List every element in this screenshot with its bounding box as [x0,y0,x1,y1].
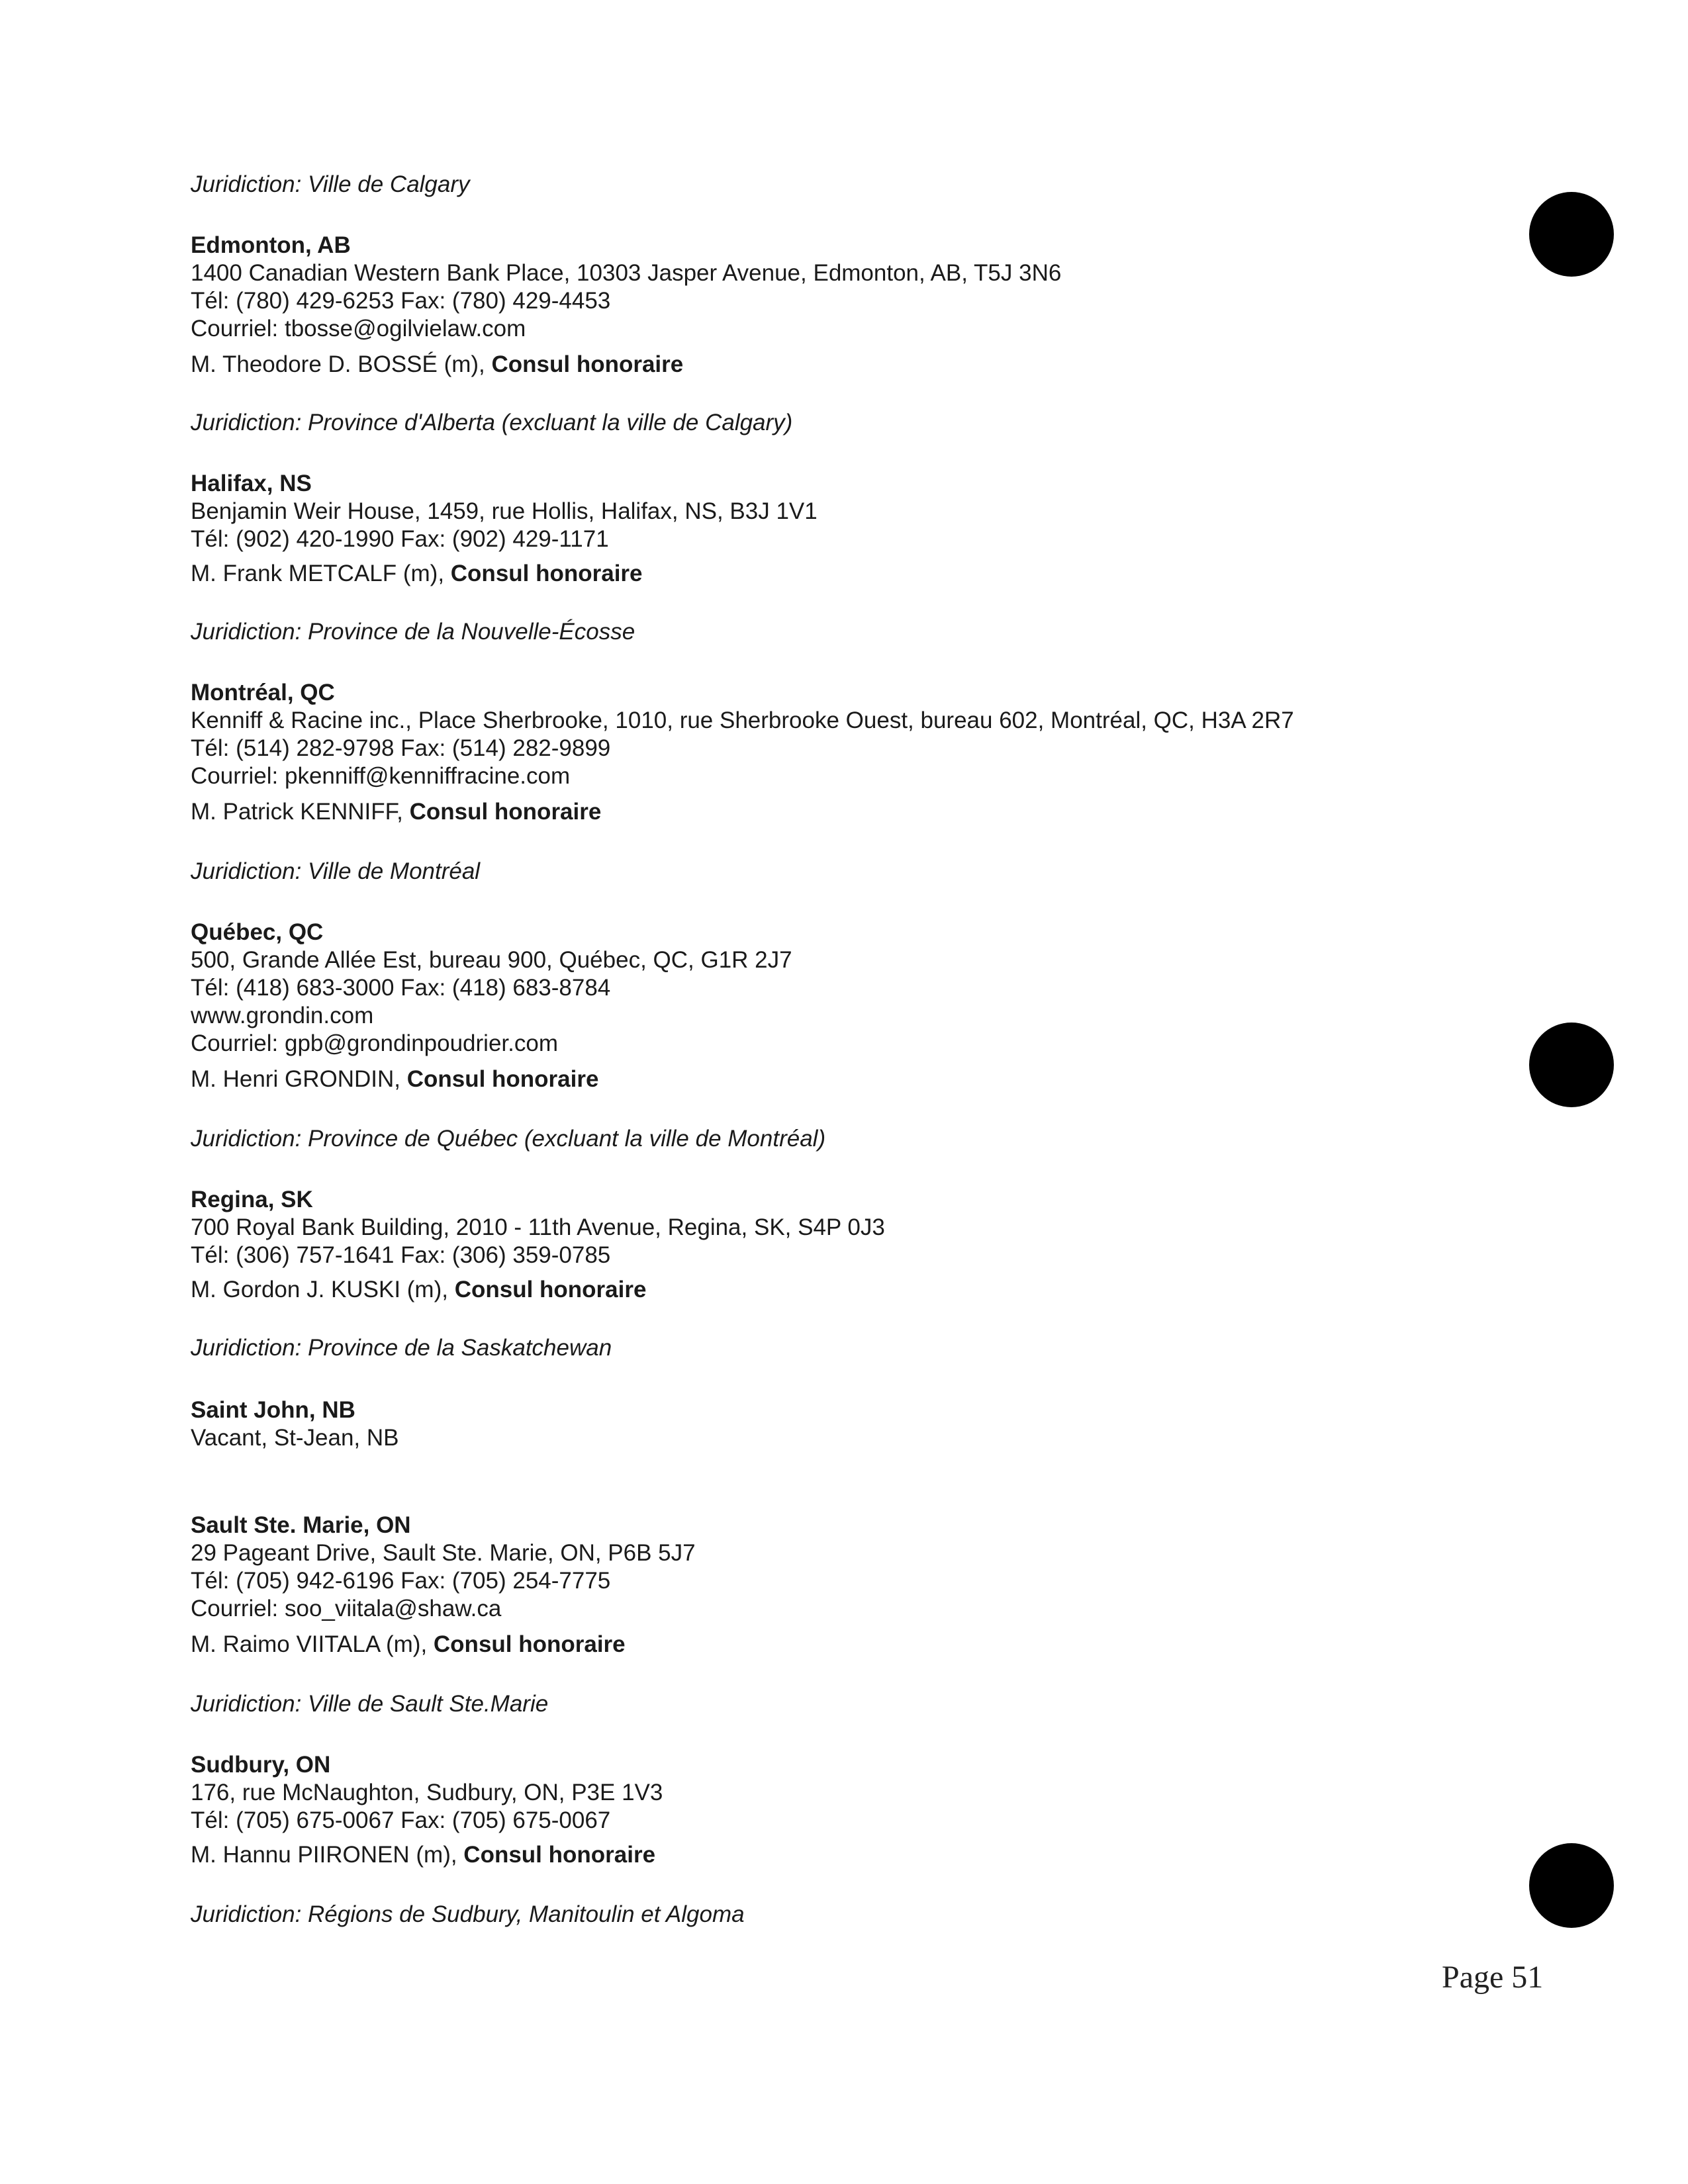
city-heading: Montréal, QC [191,680,335,705]
jurisdiction-line [191,1690,548,1718]
jurisdiction-text: Régions de Sudbury, Manitoulin et Algoma [308,1901,745,1927]
jurisdiction-text: Province de Québec (excluant la ville de Montréal) [308,1126,826,1152]
email-line: Courriel: pkenniff@kenniffracine.com [191,763,571,789]
jurisdiction-text: Ville de Montréal [308,858,481,884]
jurisdiction-prefix: Juridiction: [191,619,302,645]
jurisdiction-line [191,1901,745,1929]
phone-line: Tél: (418) 683-3000 Fax: (418) 683-8784 [191,975,611,1001]
email-line: Courriel: tbosse@ogilvielaw.com [191,316,526,341]
address-line: Benjamin Weir House, 1459, rue Hollis, Halifax, NS, B3J 1V1 [191,498,818,524]
city-heading: Edmonton, AB [191,232,351,258]
jurisdiction-line [191,171,470,199]
contact-line [191,1276,646,1304]
jurisdiction-line [191,618,635,646]
contact-name: M. Patrick KENNIFF, [191,799,410,825]
contact-line [191,798,601,826]
email-line: Courriel: soo_viitala@shaw.ca [191,1596,502,1621]
page-number: Page 51 [1442,1960,1544,1995]
jurisdiction-prefix: Juridiction: [191,1335,302,1361]
contact-title: Consul honoraire [409,799,602,825]
jurisdiction-prefix: Juridiction: [191,858,302,884]
jurisdiction-prefix: Juridiction: [191,1126,302,1152]
website-line: www.grondin.com [191,1003,374,1028]
contact-title: Consul honoraire [491,351,684,377]
contact-line [191,1066,598,1093]
contact-title: Consul honoraire [433,1631,626,1657]
phone-line: Tél: (780) 429-6253 Fax: (780) 429-4453 [191,288,611,314]
address-line: 700 Royal Bank Building, 2010 - 11th Avenue, Regina, SK, S4P 0J3 [191,1214,885,1240]
contact-title: Consul honoraire [406,1066,599,1092]
contact-name: M. Henri GRONDIN, [191,1066,407,1092]
contact-title: Consul honoraire [454,1277,647,1302]
email-line: Courriel: gpb@grondinpoudrier.com [191,1030,558,1056]
city-heading: Saint John, NB [191,1397,355,1423]
punch-hole-top [1529,192,1614,277]
phone-line: Tél: (705) 675-0067 Fax: (705) 675-0067 [191,1807,611,1833]
contact-name: M. Frank METCALF (m), [191,561,451,586]
jurisdiction-line [191,858,480,886]
city-heading: Regina, SK [191,1187,313,1212]
contact-title: Consul honoraire [450,561,643,586]
address-line: 29 Pageant Drive, Sault Ste. Marie, ON, P6B 5J7 [191,1540,696,1566]
city-heading: Halifax, NS [191,471,312,496]
address-line: 176, rue McNaughton, Sudbury, ON, P3E 1V3 [191,1780,663,1805]
address-line: 1400 Canadian Western Bank Place, 10303 Jasper Avenue, Edmonton, AB, T5J 3N6 [191,260,1062,286]
city-heading: Sudbury, ON [191,1752,331,1778]
contact-line [191,1841,655,1869]
contact-name: M. Raimo VIITALA (m), [191,1631,434,1657]
contact-name: M. Gordon J. KUSKI (m), [191,1277,455,1302]
phone-line: Tél: (306) 757-1641 Fax: (306) 359-0785 [191,1242,611,1268]
jurisdiction-prefix: Juridiction: [191,410,302,435]
contact-line [191,351,683,379]
address-line: Vacant, St-Jean, NB [191,1425,399,1451]
punch-hole-middle [1529,1023,1614,1107]
punch-hole-bottom [1529,1843,1614,1928]
jurisdiction-prefix: Juridiction: [191,1691,302,1717]
jurisdiction-text: Province d'Alberta (excluant la ville de Calgary) [308,410,793,435]
jurisdiction-line [191,1334,612,1362]
city-heading: Sault Ste. Marie, ON [191,1512,411,1538]
contact-name: M. Theodore D. BOSSÉ (m), [191,351,492,377]
jurisdiction-text: Province de la Saskatchewan [308,1335,612,1361]
jurisdiction-text: Province de la Nouvelle-Écosse [308,619,635,645]
jurisdiction-line [191,1125,825,1153]
address-line: 500, Grande Allée Est, bureau 900, Québec, QC, G1R 2J7 [191,947,792,973]
jurisdiction-prefix: Juridiction: [191,171,302,197]
phone-line: Tél: (705) 942-6196 Fax: (705) 254-7775 [191,1568,611,1594]
jurisdiction-text: Ville de Calgary [308,171,470,197]
contact-line [191,560,643,588]
jurisdiction-line [191,409,792,437]
phone-line: Tél: (514) 282-9798 Fax: (514) 282-9899 [191,735,611,761]
contact-name: M. Hannu PIIRONEN (m), [191,1842,464,1868]
address-line: Kenniff & Racine inc., Place Sherbrooke, 1010, rue Sherbrooke Ouest, bureau 602, Montréal, QC, H3A 2R7 [191,707,1294,733]
contact-line [191,1631,626,1659]
contact-title: Consul honoraire [463,1842,656,1868]
phone-line: Tél: (902) 420-1990 Fax: (902) 429-1171 [191,526,609,552]
jurisdiction-text: Ville de Sault Ste.Marie [308,1691,549,1717]
city-heading: Québec, QC [191,919,324,945]
jurisdiction-prefix: Juridiction: [191,1901,302,1927]
